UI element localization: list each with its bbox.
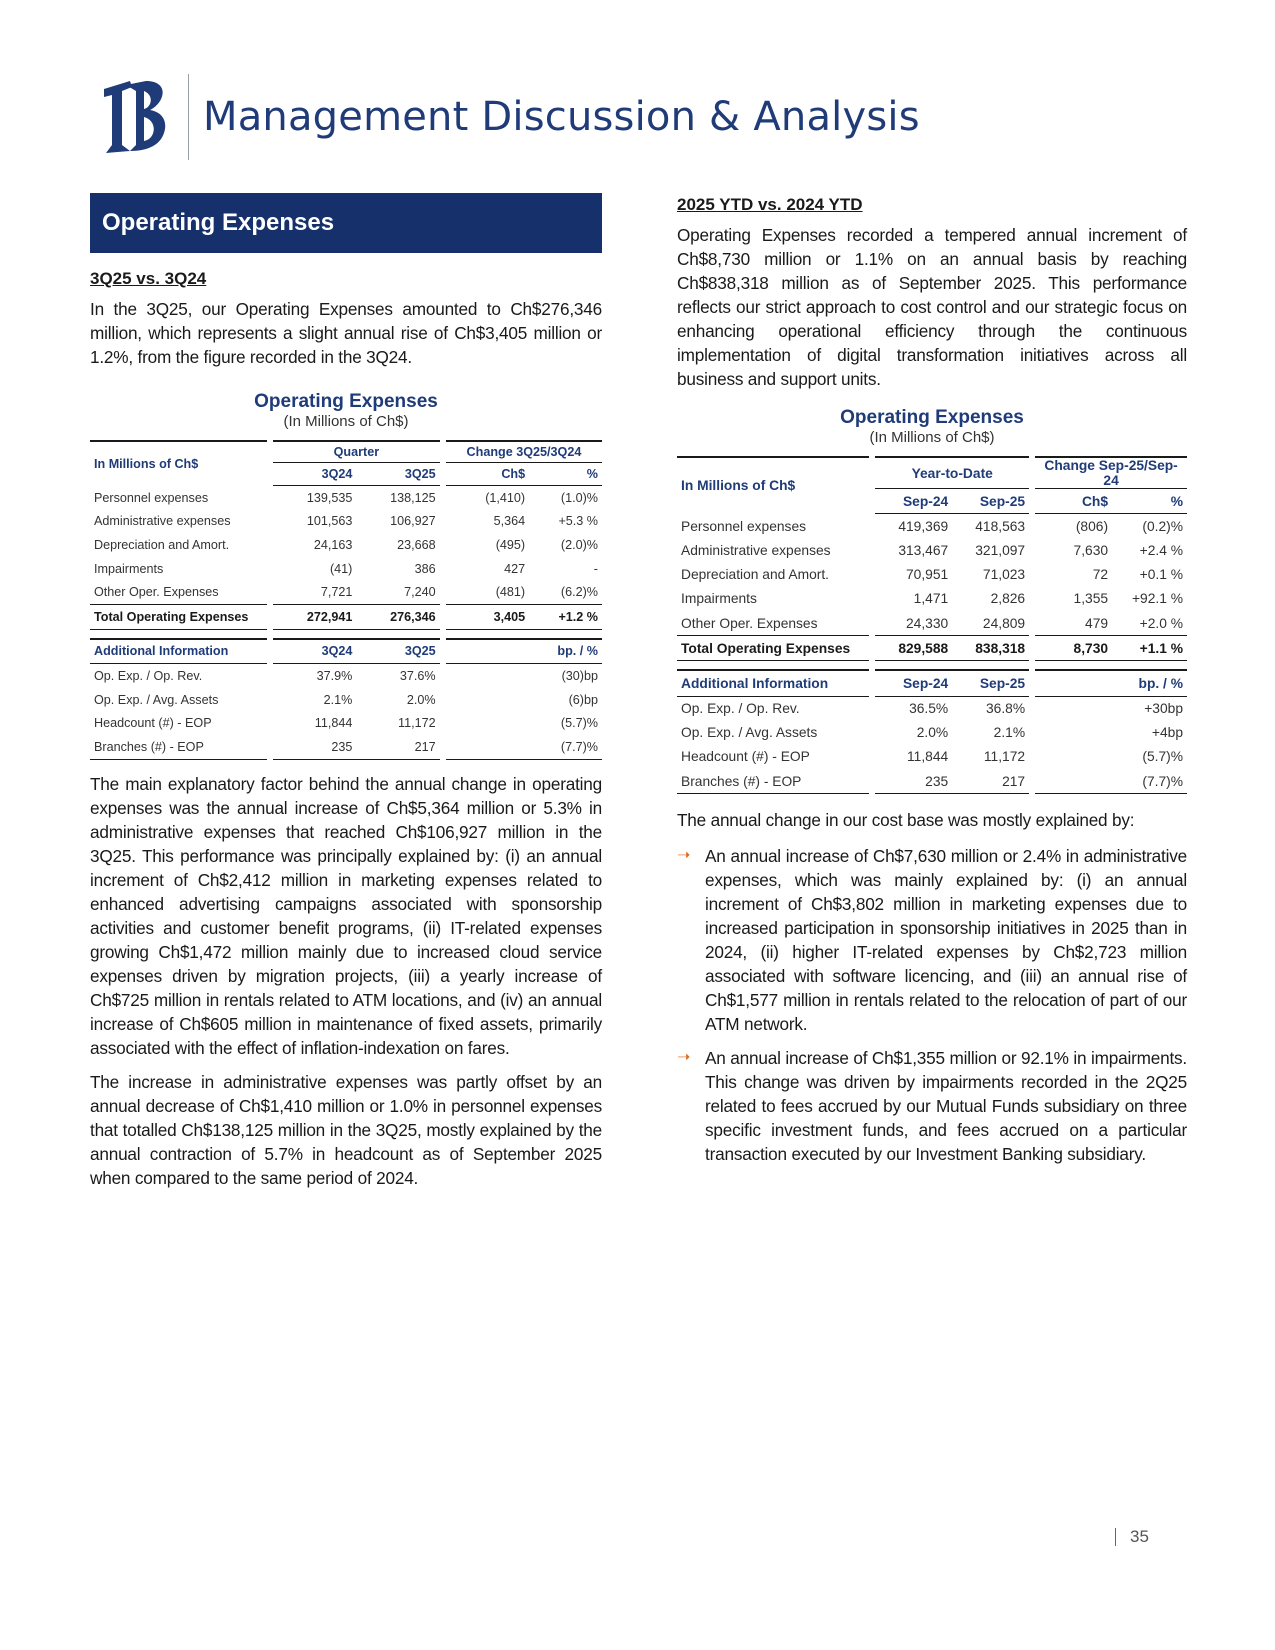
- table-row: [90, 711, 602, 735]
- section-title: Operating Expenses: [90, 193, 602, 253]
- left-subhead: 3Q25 vs. 3Q24: [90, 269, 207, 288]
- table-header-row: [677, 457, 1187, 489]
- bullet-text: An annual increase of Ch$7,630 million or 2.4% in administrative expenses, which was mainly explained by: (i) an annual increment of Ch$3,802 million in marketing expenses due to increased participation in sponsorship initiatives in 2025 than in 2024, (ii) higher IT-related expenses by Ch$2,723 million associated with software licencing, and (iii) an annual rise of Ch$1,577 million in rentals related to the relocation of part of our ATM network.: [705, 846, 1187, 1035]
- table-cell: 37.6%: [399, 668, 436, 683]
- table-group-header: Change 3Q25/3Q24: [446, 441, 602, 463]
- column-header: Sep-25: [952, 489, 1029, 514]
- table-cell: +1.2 %: [529, 604, 602, 629]
- row-label: Impairments: [681, 591, 757, 607]
- table-cell: 1,471: [913, 591, 949, 607]
- table-cell: 24,330: [906, 615, 949, 631]
- column-header: 3Q25: [356, 639, 439, 664]
- row-label: Total Operating Expenses: [677, 636, 869, 661]
- table-cell: 321,097: [975, 542, 1026, 558]
- arrow-right-icon: ➝: [677, 1049, 691, 1067]
- column-header: 3Q24: [273, 639, 356, 664]
- table-cell: 8,730: [1035, 636, 1112, 661]
- row-label: Personnel expenses: [94, 490, 209, 505]
- table-group-header: Year-to-Date: [875, 457, 1029, 489]
- page-number: 35: [1130, 1527, 1149, 1546]
- table-cell: 386: [414, 561, 436, 576]
- table-cell: 139,535: [306, 490, 353, 505]
- table-row: [90, 510, 602, 534]
- column-header: %: [1112, 489, 1187, 514]
- table-total-row: [90, 604, 602, 629]
- table-cell: 2.0%: [916, 725, 949, 741]
- table-cell: 2.1%: [993, 725, 1026, 741]
- table-cell: 313,467: [898, 542, 949, 558]
- table-cell: (481): [495, 585, 526, 600]
- table-cell: (1.0)%: [560, 490, 598, 505]
- column-header: %: [529, 463, 602, 486]
- table-cell: 11,172: [983, 749, 1026, 765]
- table-cell: +92.1 %: [1131, 591, 1183, 607]
- table-cell: +0.1 %: [1139, 567, 1183, 583]
- table-cell: 11,844: [314, 716, 353, 731]
- table-group-header: Change Sep-25/Sep-24: [1035, 457, 1187, 489]
- table-cell: +5.3 %: [558, 514, 598, 529]
- list-item: [677, 844, 1187, 1036]
- row-label: Branches (#) - EOP: [90, 735, 267, 759]
- table-cell: 7,721: [320, 585, 353, 600]
- right-column: [677, 195, 1187, 1176]
- arrow-right-icon: ➝: [677, 847, 691, 865]
- row-label: Additional Information: [677, 670, 869, 696]
- table-cell: (495): [495, 537, 526, 552]
- left-column: [90, 193, 602, 1200]
- table-row: [677, 696, 1187, 721]
- table-cell: (1,410): [485, 490, 526, 505]
- table-cell: (7.7)%: [529, 735, 602, 759]
- footer-divider: [1115, 1528, 1116, 1546]
- right-intro: Operating Expenses recorded a tempered annual increment of Ch$8,730 million or 1.1% on an annual basis by reaching Ch$838,318 million as of September 2025. This performance reflects our strict approach to cost control and our strategic focus on enhancing operational efficiency through the continuous implementation of digital transformation initiatives across all business and support units.: [677, 225, 1187, 389]
- right-expense-table: [677, 456, 1187, 794]
- list-item: [677, 1046, 1187, 1166]
- table-cell: 36.8%: [985, 701, 1026, 717]
- table-cell: 272,941: [273, 604, 356, 629]
- table-group-header: Quarter: [273, 441, 440, 463]
- table-cell: 11,844: [907, 749, 949, 765]
- left-paragraph-2: The main explanatory factor behind the annual change in operating expenses was the annual increase of Ch$5,364 million or 5.3% in administrative expenses that reached Ch$106,927 million in the 3Q25. This performance was principally explained by: (i) an annual increment of Ch$2,412 million in marketing expenses related to enhanced advertising campaigns associated with sponsorship activities and customer benefit programs, (ii) IT-related expenses growing Ch$1,472 million mainly due to increased cloud service expenses driven by migration projects, (iii) a yearly increase of Ch$725 million in rentals related to ATM locations, and (iv) an annual increase of Ch$605 million in maintenance of fixed assets, primarily associated with the effect of inflation-indexation on fares.: [90, 773, 602, 1058]
- right-paragraph-2: The annual change in our cost base was mostly explained by:: [677, 810, 1135, 831]
- table-row: [90, 533, 602, 557]
- table-cell: 276,346: [356, 604, 439, 629]
- table-cell: 106,927: [390, 514, 436, 529]
- table-cell: 72: [1092, 567, 1109, 583]
- row-label: Additional Information: [90, 639, 267, 664]
- table-cell: (6)bp: [568, 692, 598, 707]
- table-row: [90, 486, 602, 510]
- column-header: bp. / %: [529, 639, 602, 664]
- table-cell: 70,951: [906, 567, 949, 583]
- table-row: [677, 611, 1187, 636]
- row-label: Op. Exp. / Op. Rev.: [94, 668, 203, 683]
- left-intro: In the 3Q25, our Operating Expenses amounted to Ch$276,346 million, which represents a slight annual rise of Ch$3,405 million or 1.2%, from the figure recorded in the 3Q24.: [90, 299, 602, 367]
- column-header: Sep-25: [952, 670, 1029, 696]
- table-cell: (2.0)%: [560, 537, 598, 552]
- right-table-title: Operating Expenses: [840, 407, 1024, 428]
- table-row: [90, 688, 602, 712]
- left-table-subtitle: (In Millions of Ch$): [283, 413, 409, 430]
- left-table-title: Operating Expenses: [254, 391, 438, 412]
- row-label: Branches (#) - EOP: [677, 769, 869, 794]
- table-cell: 829,588: [875, 636, 952, 661]
- table-row: [677, 514, 1187, 539]
- row-label: Op. Exp. / Op. Rev.: [681, 701, 800, 717]
- table-row: [677, 563, 1187, 587]
- table-row: [90, 735, 602, 759]
- column-header: Sep-24: [875, 670, 952, 696]
- column-header: 3Q25: [356, 463, 439, 486]
- table-row: [90, 580, 602, 604]
- table-cell: (806): [1075, 518, 1109, 534]
- table-cell: 427: [504, 561, 526, 576]
- row-label: Other Oper. Expenses: [681, 615, 818, 631]
- table-label-header: In Millions of Ch$: [90, 441, 267, 486]
- table-cell: 418,563: [975, 518, 1026, 534]
- bullet-list: [677, 844, 1187, 1166]
- table-cell: 24,163: [313, 537, 353, 552]
- table-cell: (5.7)%: [1142, 749, 1183, 765]
- table-cell: 235: [875, 769, 952, 794]
- table-cell: 11,172: [398, 716, 436, 731]
- table-cell: (41): [329, 561, 353, 576]
- right-subhead: 2025 YTD vs. 2024 YTD: [677, 195, 863, 214]
- column-header: Sep-24: [875, 489, 952, 514]
- table-cell: 217: [356, 735, 439, 759]
- row-label: Other Oper. Expenses: [94, 585, 219, 600]
- row-label: Depreciation and Amort.: [94, 537, 230, 552]
- table-cell: (5.7)%: [560, 716, 598, 731]
- table-cell: +2.4 %: [1139, 542, 1183, 558]
- table-total-row: [677, 636, 1187, 661]
- table-cell: 5,364: [493, 514, 526, 529]
- table-cell: 838,318: [952, 636, 1029, 661]
- left-expense-table: [90, 440, 602, 760]
- table-cell: 419,369: [898, 518, 949, 534]
- table-cell: 217: [952, 769, 1029, 794]
- additional-info-header: [677, 670, 1187, 696]
- table-cell: 479: [1085, 615, 1109, 631]
- page-footer: [1115, 1527, 1149, 1547]
- table-cell: 37.9%: [316, 668, 353, 683]
- table-cell: 138,125: [390, 490, 436, 505]
- column-header: 3Q24: [273, 463, 356, 486]
- row-label: Administrative expenses: [681, 542, 831, 558]
- table-cell: 2.0%: [406, 692, 436, 707]
- column-header: bp. / %: [1112, 670, 1187, 696]
- bank-logo-icon: [100, 79, 170, 155]
- table-cell: 36.5%: [909, 701, 949, 717]
- row-label: Op. Exp. / Avg. Assets: [681, 725, 818, 741]
- table-cell: 235: [273, 735, 356, 759]
- table-label-header: In Millions of Ch$: [677, 457, 869, 514]
- table-cell: +4bp: [1151, 725, 1183, 741]
- page-title: Management Discussion & Analysis: [203, 94, 920, 140]
- table-cell: 101,563: [306, 514, 353, 529]
- row-label: Total Operating Expenses: [90, 604, 267, 629]
- table-row: [677, 587, 1187, 611]
- table-cell: +30bp: [1144, 701, 1183, 717]
- table-cell: -: [593, 561, 598, 576]
- table-cell: 3,405: [446, 604, 529, 629]
- table-cell: 1,355: [1073, 591, 1109, 607]
- table-cell: (30)bp: [561, 668, 598, 683]
- table-row: [677, 745, 1187, 769]
- table-cell: (0.2)%: [1142, 518, 1183, 534]
- header-divider: [188, 74, 189, 160]
- row-label: Impairments: [94, 561, 164, 576]
- table-cell: (7.7)%: [1112, 769, 1187, 794]
- row-label: Headcount (#) - EOP: [94, 716, 212, 731]
- table-cell: 2.1%: [323, 692, 353, 707]
- table-cell: +1.1 %: [1112, 636, 1187, 661]
- table-row: [90, 664, 602, 688]
- table-row: [677, 721, 1187, 745]
- table-cell: 7,240: [404, 585, 436, 600]
- column-header: Ch$: [1035, 489, 1112, 514]
- table-cell: 24,809: [982, 615, 1026, 631]
- right-table-subtitle: (In Millions of Ch$): [869, 429, 995, 446]
- bullet-text: An annual increase of Ch$1,355 million or 92.1% in impairments. This change was driven by impairments recorded in the 2Q25 related to fees accrued by our Mutual Funds subsidiary on three specific investment funds, and fees accrued on a particular transaction executed by our Investment Banking subsidiary.: [705, 1048, 1187, 1165]
- table-cell: 71,023: [982, 567, 1026, 583]
- page-header: [100, 72, 920, 162]
- table-cell: +2.0 %: [1139, 615, 1183, 631]
- table-cell: 7,630: [1073, 542, 1109, 558]
- left-paragraph-3: The increase in administrative expenses was partly offset by an annual decrease of Ch$1,410 million or 1.0% in personnel expenses that totalled Ch$138,125 million in the 3Q25, mostly explained by the annual contraction of 5.7% in headcount as of September 2025 when compared to the same period of 2024.: [90, 1071, 602, 1188]
- table-row: [677, 538, 1187, 562]
- table-row: [677, 769, 1187, 794]
- column-header: Ch$: [446, 463, 529, 486]
- row-label: Depreciation and Amort.: [681, 567, 830, 583]
- additional-info-header: [90, 639, 602, 664]
- row-label: Op. Exp. / Avg. Assets: [94, 692, 219, 707]
- row-label: Headcount (#) - EOP: [681, 749, 810, 765]
- table-cell: 2,826: [990, 591, 1026, 607]
- table-cell: (6.2)%: [560, 585, 598, 600]
- row-label: Personnel expenses: [681, 518, 807, 534]
- table-row: [90, 557, 602, 581]
- table-header-row: [90, 441, 602, 463]
- table-cell: 23,668: [397, 537, 436, 552]
- row-label: Administrative expenses: [94, 514, 231, 529]
